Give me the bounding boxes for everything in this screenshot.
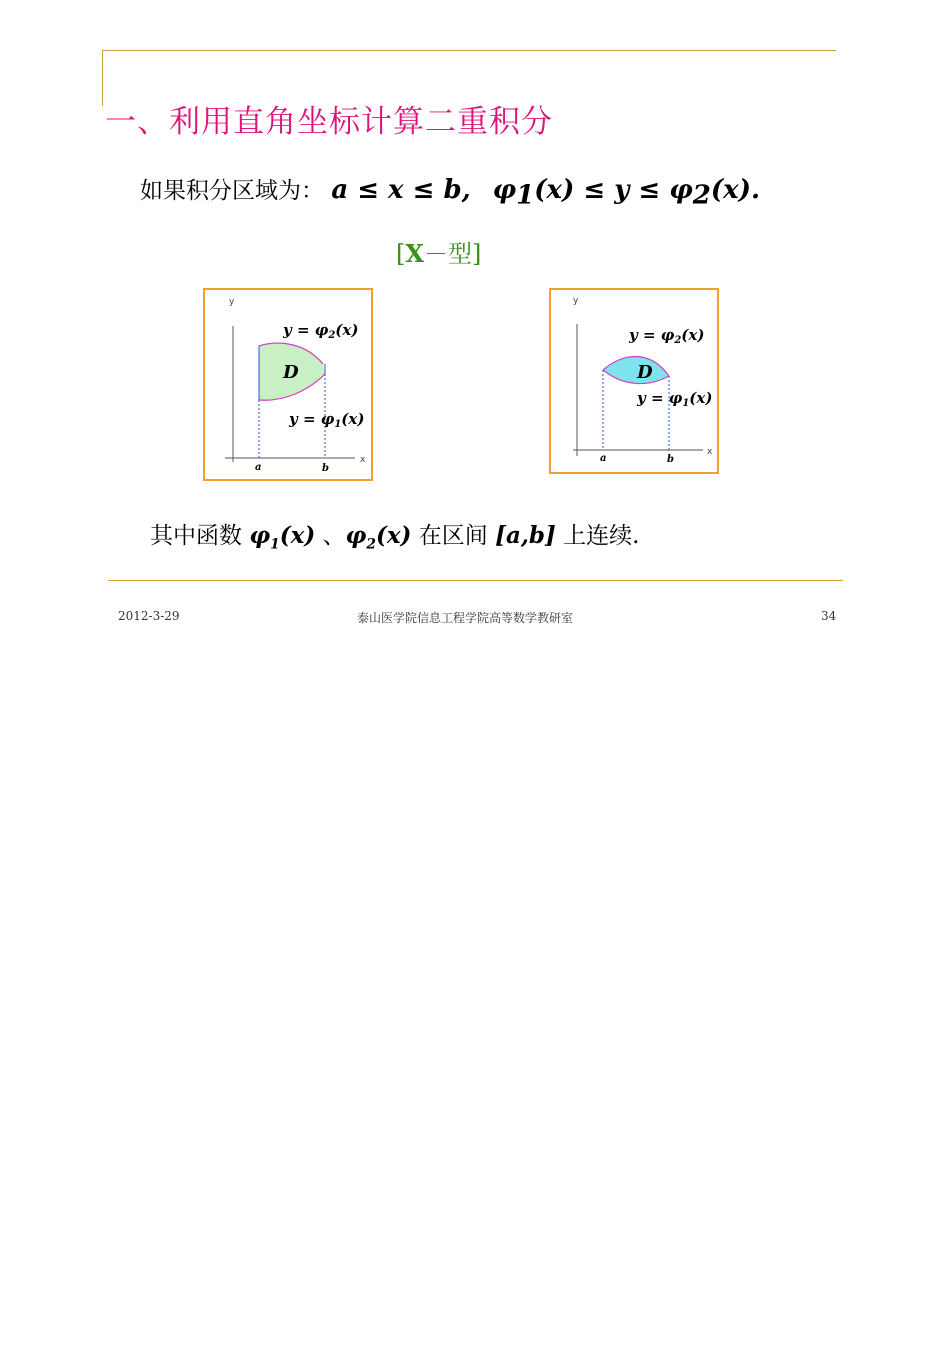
- bottom-sep: 、: [322, 523, 346, 549]
- y-axis-label: y: [229, 297, 235, 307]
- region-d: [603, 357, 669, 384]
- condition-phi1: φ: [492, 175, 517, 205]
- footer-org: 泰山医学院信息工程学院高等数学教研室: [357, 611, 574, 625]
- upper-curve-label: $y = \varphi_2(x)$: [629, 326, 705, 346]
- bottom-interval: [a,b]: [495, 522, 556, 549]
- condition-sub2: 2: [692, 180, 711, 211]
- footer-page-number: 34: [821, 609, 837, 623]
- figure-right: [549, 288, 719, 474]
- footer-date: 2012-3-29: [118, 609, 180, 623]
- continuity-statement: [150, 517, 639, 553]
- condition-prefix: 如果积分区域为：: [140, 178, 324, 204]
- bottom-mid: 在区间: [418, 523, 488, 549]
- y-axis-label: y: [573, 296, 579, 306]
- condition-sub1: 1: [516, 180, 535, 211]
- bottom-x1: (x): [279, 522, 316, 549]
- bottom-phi2: φ: [345, 522, 367, 549]
- lower-curve-label: $y = \varphi_1(x)$: [289, 410, 365, 430]
- upper-curve-label: $y = \varphi_2(x)$: [283, 321, 359, 341]
- bottom-phi1: φ: [249, 522, 271, 549]
- b-label: b: [322, 463, 329, 474]
- x-type-label: [396, 234, 481, 269]
- region-label: D: [637, 362, 653, 383]
- figure-left: [203, 288, 373, 481]
- figure-right-diagram: [551, 290, 717, 472]
- bottom-sub1: 1: [270, 536, 280, 553]
- condition-y-range: (x) ≤ y ≤ φ: [534, 175, 693, 205]
- a-label: a: [600, 453, 607, 464]
- a-label: a: [255, 462, 262, 473]
- bottom-suffix: 上连续.: [563, 523, 640, 549]
- slide-frame-left: [102, 50, 103, 106]
- x-axis-label: x: [707, 447, 713, 457]
- slide-title: 一、利用直角坐标计算二重积分: [105, 104, 553, 140]
- b-label: b: [667, 454, 674, 465]
- domain-condition: [140, 172, 760, 211]
- condition-x-range: a ≤ x ≤ b,: [331, 175, 471, 205]
- condition-end: (x).: [710, 175, 760, 205]
- type-bracket-left: [: [396, 240, 406, 268]
- x-axis-label: x: [360, 455, 366, 465]
- type-bracket-right: ]: [472, 240, 482, 268]
- footer-rule: [108, 580, 843, 581]
- region-label: D: [283, 362, 299, 383]
- figure-left-diagram: [205, 290, 371, 479]
- type-rest: －型: [424, 240, 472, 268]
- bottom-x2: (x): [375, 522, 412, 549]
- lower-curve-label: $y = \varphi_1(x)$: [637, 389, 713, 409]
- bottom-sub2: 2: [366, 536, 376, 553]
- slide-frame-top: [102, 50, 836, 51]
- type-x: X: [405, 239, 424, 268]
- bottom-prefix: 其中函数: [150, 523, 242, 549]
